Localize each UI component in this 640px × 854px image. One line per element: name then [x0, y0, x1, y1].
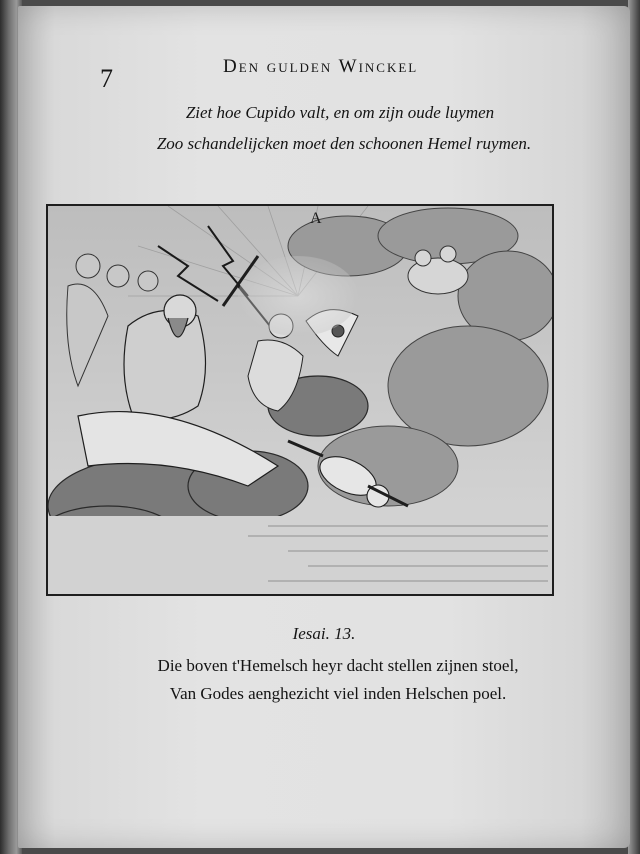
landscape [48, 516, 552, 594]
book-page [18, 6, 630, 848]
upper-verse-line-2: Zoo schandelijcken moet den schoonen Hemel ruymen. [156, 134, 532, 153]
engraving-plate [46, 204, 554, 596]
lower-verse-line-1: Die boven t'Hemelsch heyr dacht stellen zijnen stoel, [157, 656, 519, 675]
sun-glow [238, 256, 358, 336]
scripture-reference: Iesai. 13. [292, 624, 356, 643]
running-title: Den gulden Winckel [223, 56, 419, 77]
engraving-illustration [48, 206, 552, 594]
lower-verse-line-2: Van Godes aenghezicht viel inden Helschen poel. [169, 684, 507, 703]
page-number: 7 [100, 64, 113, 93]
upper-verse-line-1: Ziet hoe Cupido valt, en om zijn oude luymen [185, 103, 495, 122]
plate-letter: A [310, 210, 322, 227]
